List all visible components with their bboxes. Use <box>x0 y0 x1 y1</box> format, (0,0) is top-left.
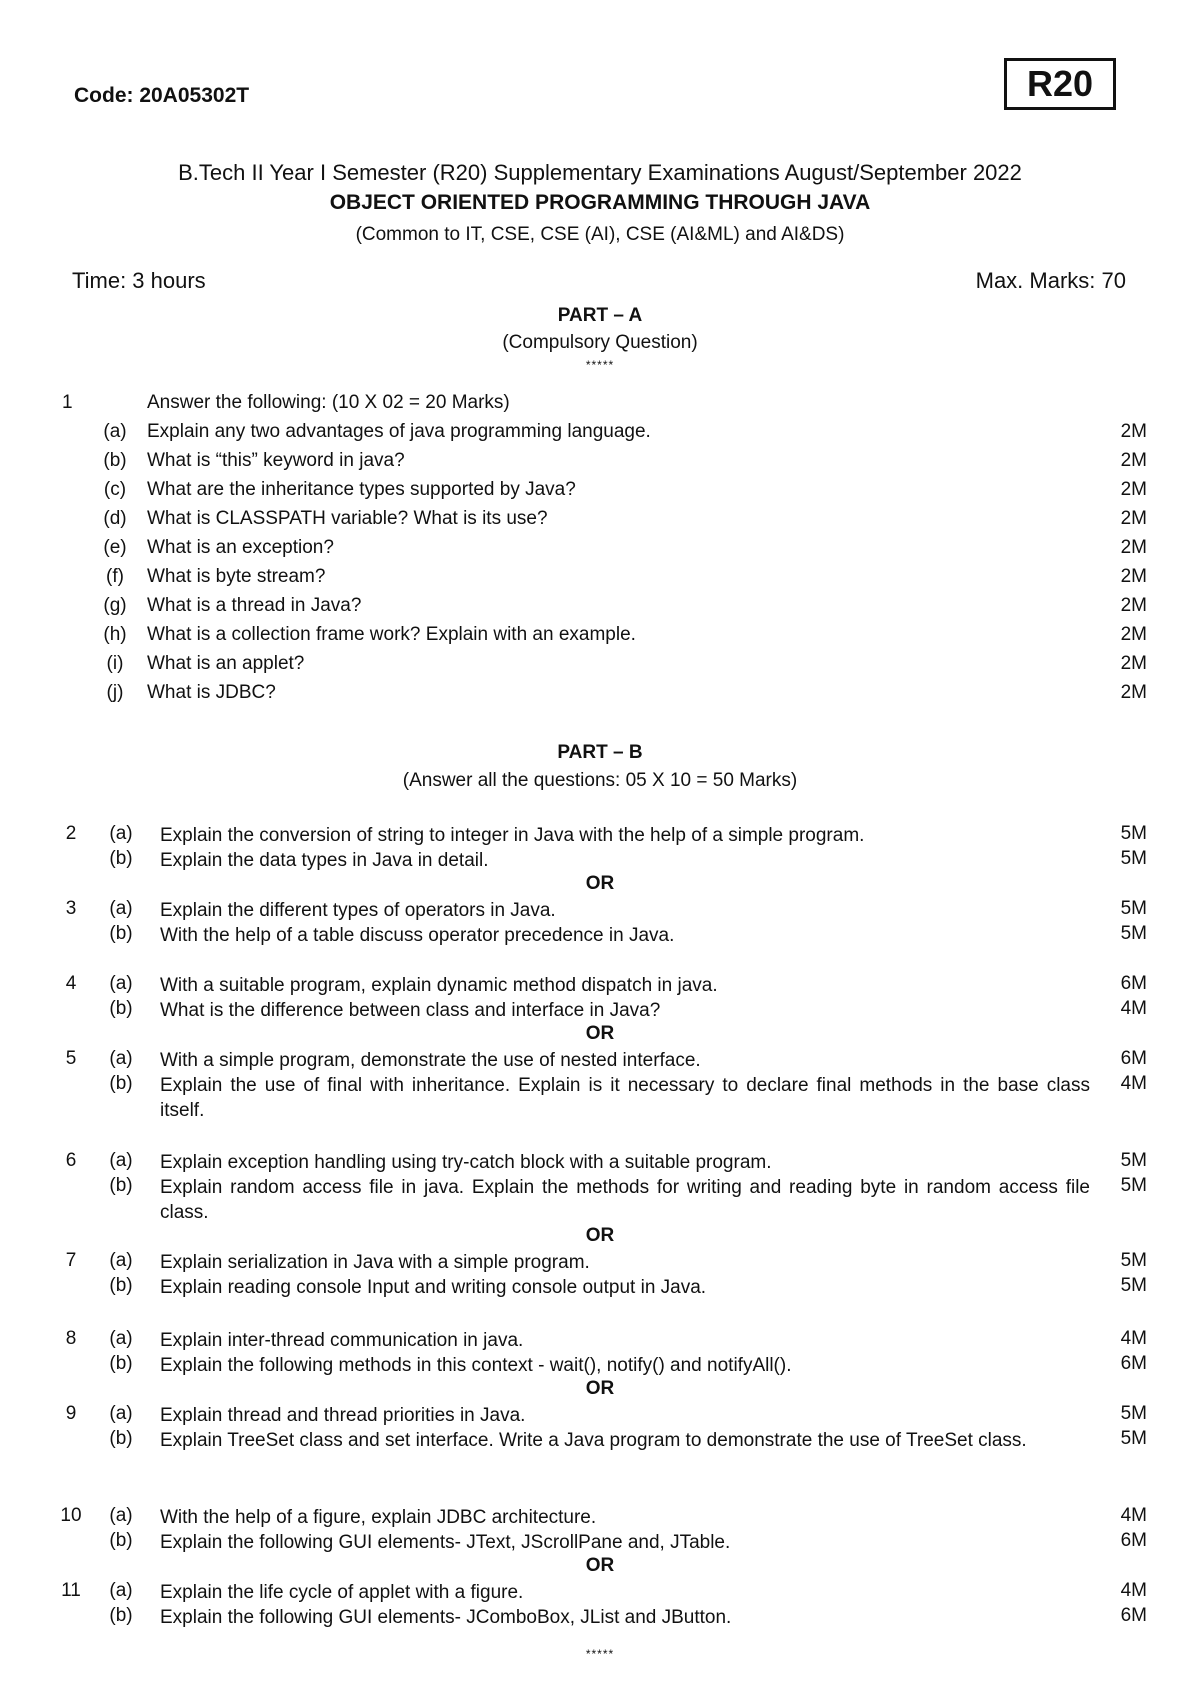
question-number: 8 <box>65 1328 77 1349</box>
part-a-item <box>0 537 1200 565</box>
question-marks: 5M <box>1120 898 1147 919</box>
question-text: Explain serialization in Java with a simple program. <box>160 1252 590 1273</box>
question-text: Explain the life cycle of applet with a figure. <box>160 1582 524 1603</box>
or-divider: OR <box>585 1378 615 1399</box>
item-label: (i) <box>106 653 124 674</box>
question-number: 4 <box>65 973 77 994</box>
question-marks: 4M <box>1120 998 1147 1019</box>
item-text: What is a thread in Java? <box>147 595 362 616</box>
item-marks: 2M <box>1120 421 1147 442</box>
part-label: (a) <box>109 1580 133 1601</box>
part-label: (b) <box>109 1605 133 1626</box>
max-marks: Max. Marks: 70 <box>975 268 1126 293</box>
question-marks: 6M <box>1120 1048 1147 1069</box>
item-label: (b) <box>103 450 127 471</box>
or-divider: OR <box>585 1555 615 1576</box>
item-label: (h) <box>103 624 127 645</box>
item-marks: 2M <box>1120 508 1147 529</box>
part-a-item <box>0 508 1200 536</box>
question-marks: 5M <box>1120 923 1147 944</box>
question-text: With the help of a table discuss operator precedence in Java. <box>160 925 675 946</box>
part-a-item <box>0 479 1200 507</box>
question-marks: 5M <box>1120 1275 1147 1296</box>
part-label: (a) <box>109 973 133 994</box>
item-marks: 2M <box>1120 653 1147 674</box>
question-marks: 6M <box>1120 973 1147 994</box>
question-number: 7 <box>65 1250 77 1271</box>
item-text: What is byte stream? <box>147 566 326 587</box>
or-divider: OR <box>585 873 615 894</box>
item-label: (c) <box>103 479 127 500</box>
item-marks: 2M <box>1120 479 1147 500</box>
question-marks: 5M <box>1120 1403 1147 1424</box>
part-a-instruction-row <box>0 392 1200 420</box>
question-marks: 4M <box>1120 1580 1147 1601</box>
subject-title: OBJECT ORIENTED PROGRAMMING THROUGH JAVA <box>329 191 871 214</box>
question-text: Explain the different types of operators in Java. <box>160 900 556 921</box>
item-text: What is an exception? <box>147 537 334 558</box>
question-text: Explain the following GUI elements- JComboBox, JList and JButton. <box>160 1607 732 1628</box>
item-marks: 2M <box>1120 682 1147 703</box>
time-allowed: Time: 3 hours <box>72 268 206 293</box>
question-number: 10 <box>60 1505 82 1526</box>
part-label: (a) <box>109 1403 133 1424</box>
question-text: Explain the following GUI elements- JText, JScrollPane and, JTable. <box>160 1532 731 1553</box>
part-a-item <box>0 682 1200 710</box>
item-text: What is a collection frame work? Explain with an example. <box>147 624 636 645</box>
question-marks: 5M <box>1120 848 1147 869</box>
or-divider: OR <box>585 1225 615 1246</box>
item-label: (a) <box>103 421 127 442</box>
item-label: (f) <box>106 566 124 587</box>
question-number: 1 <box>62 392 73 413</box>
part-label: (a) <box>109 898 133 919</box>
question-text: With the help of a figure, explain JDBC architecture. <box>160 1507 597 1528</box>
separator-stars: ***** <box>585 358 615 372</box>
part-a-item <box>0 595 1200 623</box>
part-label: (b) <box>109 1530 133 1551</box>
part-label: (b) <box>109 1275 133 1296</box>
item-label: (e) <box>103 537 127 558</box>
item-text: What is CLASSPATH variable? What is its use? <box>147 508 548 529</box>
part-label: (b) <box>109 1175 133 1196</box>
part-label: (a) <box>109 1048 133 1069</box>
question-marks: 5M <box>1120 823 1147 844</box>
question-marks: 5M <box>1120 1150 1147 1171</box>
item-marks: 2M <box>1120 624 1147 645</box>
part-a-item <box>0 566 1200 594</box>
question-text: With a simple program, demonstrate the use of nested interface. <box>160 1050 701 1071</box>
part-label: (a) <box>109 823 133 844</box>
part-a-item <box>0 653 1200 681</box>
question-text: Explain the data types in Java in detail. <box>160 850 489 871</box>
part-label: (b) <box>109 1428 133 1449</box>
question-number: 11 <box>61 1580 81 1601</box>
item-marks: 2M <box>1120 595 1147 616</box>
question-marks: 6M <box>1120 1353 1147 1374</box>
question-marks: 5M <box>1120 1175 1147 1196</box>
part-a-item <box>0 624 1200 652</box>
item-text: What are the inheritance types supported by Java? <box>147 479 576 500</box>
question-number: 9 <box>65 1403 77 1424</box>
part-a-heading: PART – A <box>557 305 643 326</box>
question-number: 3 <box>65 898 77 919</box>
item-marks: 2M <box>1120 450 1147 471</box>
question-text: Explain inter-thread communication in java. <box>160 1330 524 1351</box>
branches-note: (Common to IT, CSE, CSE (AI), CSE (AI&ML) and AI&DS) <box>355 224 845 245</box>
question-marks: 6M <box>1120 1605 1147 1626</box>
part-a-item <box>0 450 1200 478</box>
question-text: Explain the following methods in this context - wait(), notify() and notifyAll(). <box>160 1355 792 1376</box>
item-text: What is an applet? <box>147 653 305 674</box>
item-label: (g) <box>103 595 127 616</box>
part-label: (b) <box>109 1353 133 1374</box>
question-text: Explain TreeSet class and set interface. Write a Java program to demonstrate the use of TreeSet class. <box>160 1430 1027 1451</box>
question-number: 6 <box>65 1150 77 1171</box>
item-label: (j) <box>106 682 124 703</box>
part-b-heading: PART – B <box>557 742 643 763</box>
item-label: (d) <box>103 508 127 529</box>
question-text: Explain reading console Input and writing console output in Java. <box>160 1277 707 1298</box>
question-text: With a suitable program, explain dynamic method dispatch in java. <box>160 975 718 996</box>
question-number: 2 <box>65 823 77 844</box>
question-marks: 4M <box>1120 1328 1147 1349</box>
part-label: (a) <box>109 1250 133 1271</box>
part-label: (a) <box>109 1505 133 1526</box>
item-marks: 2M <box>1120 537 1147 558</box>
part-b-subtitle: (Answer all the questions: 05 X 10 = 50 Marks) <box>402 770 798 791</box>
question-marks: 6M <box>1120 1530 1147 1551</box>
exam-title: B.Tech II Year I Semester (R20) Supplementary Examinations August/September 2022 <box>178 160 1022 185</box>
question-text: Explain the conversion of string to integer in Java with the help of a simple program. <box>160 825 865 846</box>
question-marks: 5M <box>1120 1250 1147 1271</box>
question-text: Explain exception handling using try-catch block with a suitable program. <box>160 1152 772 1173</box>
part-a-instruction: Answer the following: (10 X 02 = 20 Marks) <box>147 392 510 413</box>
question-text: Explain random access file in java. Explain the methods for writing and reading byte in random access file class. <box>160 1177 1090 1223</box>
question-marks: 5M <box>1120 1428 1147 1449</box>
question-number: 5 <box>65 1048 77 1069</box>
part-a-subtitle: (Compulsory Question) <box>502 332 698 353</box>
item-marks: 2M <box>1120 566 1147 587</box>
part-label: (a) <box>109 1150 133 1171</box>
regulation-badge: R20 <box>1004 58 1116 110</box>
question-text: Explain thread and thread priorities in Java. <box>160 1405 526 1426</box>
part-label: (b) <box>109 848 133 869</box>
question-text: What is the difference between class and interface in Java? <box>160 1000 661 1021</box>
paper-code: Code: 20A05302T <box>74 84 250 107</box>
question-marks: 4M <box>1120 1505 1147 1526</box>
or-divider: OR <box>585 1023 615 1044</box>
question-marks: 4M <box>1120 1073 1147 1094</box>
item-text: Explain any two advantages of java programming language. <box>147 421 651 442</box>
item-text: What is “this” keyword in java? <box>147 450 405 471</box>
end-stars: ***** <box>585 1647 615 1661</box>
part-a-item <box>0 421 1200 449</box>
part-label: (b) <box>109 998 133 1019</box>
part-label: (b) <box>109 1073 133 1094</box>
part-label: (a) <box>109 1328 133 1349</box>
part-label: (b) <box>109 923 133 944</box>
question-text: Explain the use of final with inheritance. Explain is it necessary to declare final methods in the base class itself. <box>160 1075 1090 1121</box>
item-text: What is JDBC? <box>147 682 276 703</box>
